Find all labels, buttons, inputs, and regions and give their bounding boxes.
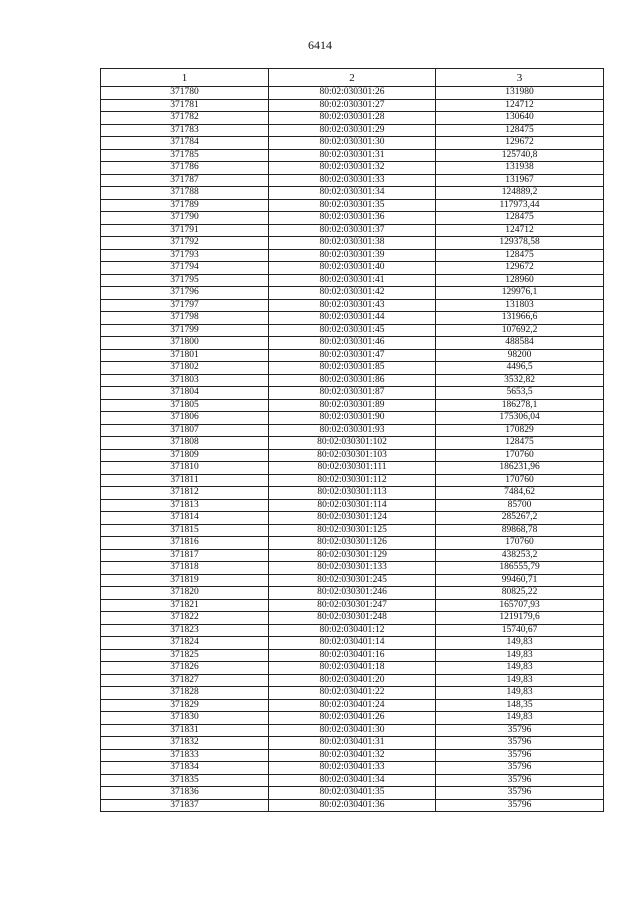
table-row [101, 599, 604, 612]
table-cell: 371795 [101, 274, 269, 287]
table-cell: 80:02:030301:90 [269, 412, 436, 425]
table-cell: 371807 [101, 424, 269, 437]
page-number: 6414 [308, 38, 332, 52]
column-header: 1 [101, 69, 269, 87]
table-cell: 371832 [101, 737, 269, 750]
table-row [101, 549, 604, 562]
table-cell: 129976,1 [436, 287, 604, 300]
table-row [101, 324, 604, 337]
table-cell: 371808 [101, 437, 269, 450]
table-cell: 149,83 [436, 687, 604, 700]
table-row [101, 287, 604, 300]
table-cell: 99460,71 [436, 574, 604, 587]
table-cell: 128475 [436, 437, 604, 450]
table-row [101, 412, 604, 425]
table-row [101, 162, 604, 175]
table-cell: 80:02:030301:38 [269, 237, 436, 250]
table-row [101, 587, 604, 600]
column-header: 2 [269, 69, 436, 87]
table-cell: 371802 [101, 362, 269, 375]
table-cell: 80:02:030401:30 [269, 724, 436, 737]
table-cell: 371791 [101, 224, 269, 237]
table-cell: 131967 [436, 174, 604, 187]
table-cell: 35796 [436, 749, 604, 762]
table-cell: 186231,96 [436, 462, 604, 475]
table-cell: 371820 [101, 587, 269, 600]
table-cell: 80:02:030401:32 [269, 749, 436, 762]
table-cell: 170760 [436, 537, 604, 550]
table-row [101, 399, 604, 412]
table-cell: 371811 [101, 474, 269, 487]
table-cell: 371813 [101, 499, 269, 512]
table-cell: 80:02:030301:245 [269, 574, 436, 587]
table-cell: 80825,22 [436, 587, 604, 600]
table-row [101, 787, 604, 800]
table-cell: 371818 [101, 562, 269, 575]
table-row [101, 524, 604, 537]
table-cell: 170760 [436, 449, 604, 462]
table-cell: 80:02:030301:40 [269, 262, 436, 275]
table-row [101, 449, 604, 462]
table-cell: 129672 [436, 137, 604, 150]
table-cell: 371825 [101, 649, 269, 662]
table-cell: 371823 [101, 624, 269, 637]
table-cell: 371816 [101, 537, 269, 550]
table-row [101, 362, 604, 375]
table-cell: 371829 [101, 699, 269, 712]
table-cell: 7484,62 [436, 487, 604, 500]
table-cell: 80:02:030301:85 [269, 362, 436, 375]
table-cell: 80:02:030301:42 [269, 287, 436, 300]
table-cell: 80:02:030301:44 [269, 312, 436, 325]
table-row [101, 724, 604, 737]
table-cell: 371805 [101, 399, 269, 412]
table-row [101, 637, 604, 650]
table-row [101, 737, 604, 750]
table-cell: 85700 [436, 499, 604, 512]
table-cell: 3532,82 [436, 374, 604, 387]
table-row [101, 274, 604, 287]
table-cell: 371798 [101, 312, 269, 325]
table-cell: 80:02:030301:33 [269, 174, 436, 187]
table-cell: 80:02:030301:129 [269, 549, 436, 562]
table-cell: 371835 [101, 774, 269, 787]
table-cell: 371806 [101, 412, 269, 425]
table-cell: 130640 [436, 112, 604, 125]
table-cell: 128475 [436, 212, 604, 225]
table-cell: 371786 [101, 162, 269, 175]
table-row [101, 137, 604, 150]
table-row [101, 674, 604, 687]
table-row [101, 612, 604, 625]
table-cell: 80:02:030301:28 [269, 112, 436, 125]
table-row [101, 774, 604, 787]
table-row [101, 199, 604, 212]
table-cell: 170829 [436, 424, 604, 437]
table-cell: 371797 [101, 299, 269, 312]
table-cell: 371831 [101, 724, 269, 737]
table-row [101, 262, 604, 275]
table-cell: 371830 [101, 712, 269, 725]
table-cell: 80:02:030301:103 [269, 449, 436, 462]
table-cell: 80:02:030301:126 [269, 537, 436, 550]
table-cell: 1219179,6 [436, 612, 604, 625]
table-cell: 107692,2 [436, 324, 604, 337]
table-row [101, 762, 604, 775]
table-cell: 128960 [436, 274, 604, 287]
table-cell: 35796 [436, 774, 604, 787]
table-cell: 371817 [101, 549, 269, 562]
table-cell: 80:02:030301:113 [269, 487, 436, 500]
table-row [101, 437, 604, 450]
table-cell: 128475 [436, 249, 604, 262]
table-cell: 371800 [101, 337, 269, 350]
table-row [101, 174, 604, 187]
table-cell: 128475 [436, 124, 604, 137]
table-cell: 80:02:030401:12 [269, 624, 436, 637]
table-row [101, 87, 604, 100]
table-cell: 80:02:030301:35 [269, 199, 436, 212]
table-cell: 371809 [101, 449, 269, 462]
table-cell: 371788 [101, 187, 269, 200]
table-cell: 186555,79 [436, 562, 604, 575]
table-row [101, 687, 604, 700]
table-cell: 80:02:030301:87 [269, 387, 436, 400]
table-cell: 80:02:030301:31 [269, 149, 436, 162]
table-cell: 98200 [436, 349, 604, 362]
table-cell: 371826 [101, 662, 269, 675]
table-cell: 488584 [436, 337, 604, 350]
table-cell: 165707,93 [436, 599, 604, 612]
table-cell: 149,83 [436, 637, 604, 650]
table-cell: 80:02:030301:34 [269, 187, 436, 200]
table-row [101, 149, 604, 162]
table-cell: 371785 [101, 149, 269, 162]
table-cell: 80:02:030301:30 [269, 137, 436, 150]
table-row [101, 474, 604, 487]
table-cell: 129672 [436, 262, 604, 275]
table-cell: 371801 [101, 349, 269, 362]
table-row [101, 312, 604, 325]
table-cell: 4496,5 [436, 362, 604, 375]
table-cell: 371793 [101, 249, 269, 262]
table-cell: 186278,1 [436, 399, 604, 412]
table-cell: 371799 [101, 324, 269, 337]
table-cell: 129378,58 [436, 237, 604, 250]
table-cell: 5653,5 [436, 387, 604, 400]
table-row [101, 424, 604, 437]
table-row [101, 749, 604, 762]
table-row [101, 212, 604, 225]
table-cell: 371784 [101, 137, 269, 150]
table-cell: 371782 [101, 112, 269, 125]
table-row [101, 462, 604, 475]
table-cell: 15740,67 [436, 624, 604, 637]
table-cell: 80:02:030301:111 [269, 462, 436, 475]
table-cell: 131938 [436, 162, 604, 175]
table-cell: 35796 [436, 787, 604, 800]
table-cell: 80:02:030301:124 [269, 512, 436, 525]
table-cell: 371780 [101, 87, 269, 100]
table-cell: 371781 [101, 99, 269, 112]
table-cell: 371819 [101, 574, 269, 587]
table-row [101, 112, 604, 125]
table-row [101, 187, 604, 200]
table-cell: 438253,2 [436, 549, 604, 562]
table-cell: 371821 [101, 599, 269, 612]
table-row [101, 649, 604, 662]
table-cell: 35796 [436, 724, 604, 737]
table-row [101, 799, 604, 812]
table-row [101, 349, 604, 362]
table-row [101, 224, 604, 237]
table-body [101, 87, 604, 812]
table-row [101, 624, 604, 637]
table-cell: 170760 [436, 474, 604, 487]
table-cell: 371837 [101, 799, 269, 812]
table-row [101, 99, 604, 112]
table-row [101, 299, 604, 312]
table-cell: 80:02:030401:26 [269, 712, 436, 725]
table-cell: 371803 [101, 374, 269, 387]
table-row [101, 699, 604, 712]
table-cell: 80:02:030301:93 [269, 424, 436, 437]
table-row [101, 662, 604, 675]
table-header-row [101, 69, 604, 87]
table-cell: 80:02:030401:24 [269, 699, 436, 712]
table-cell: 80:02:030401:36 [269, 799, 436, 812]
table-cell: 175306,04 [436, 412, 604, 425]
table-cell: 125740,8 [436, 149, 604, 162]
table-row [101, 712, 604, 725]
table-cell: 80:02:030301:89 [269, 399, 436, 412]
table-cell: 371810 [101, 462, 269, 475]
table-cell: 80:02:030301:86 [269, 374, 436, 387]
table-cell: 371827 [101, 674, 269, 687]
table-row [101, 512, 604, 525]
table-cell: 371783 [101, 124, 269, 137]
table-row [101, 499, 604, 512]
table-row [101, 249, 604, 262]
table-cell: 371834 [101, 762, 269, 775]
table-cell: 80:02:030301:37 [269, 224, 436, 237]
table-cell: 80:02:030301:32 [269, 162, 436, 175]
table-cell: 117973,44 [436, 199, 604, 212]
table-cell: 35796 [436, 799, 604, 812]
table-cell: 80:02:030301:47 [269, 349, 436, 362]
table-cell: 371836 [101, 787, 269, 800]
table-cell: 80:02:030401:16 [269, 649, 436, 662]
table-cell: 80:02:030301:246 [269, 587, 436, 600]
table-cell: 35796 [436, 737, 604, 750]
table-cell: 149,83 [436, 662, 604, 675]
table-cell: 80:02:030401:22 [269, 687, 436, 700]
table-cell: 371833 [101, 749, 269, 762]
table-cell: 371804 [101, 387, 269, 400]
column-header: 3 [436, 69, 604, 87]
table-cell: 124712 [436, 99, 604, 112]
table-cell: 371812 [101, 487, 269, 500]
table-row [101, 387, 604, 400]
table-cell: 371814 [101, 512, 269, 525]
table-cell: 371828 [101, 687, 269, 700]
table-cell: 80:02:030301:112 [269, 474, 436, 487]
table-cell: 80:02:030301:247 [269, 599, 436, 612]
table-cell: 149,83 [436, 712, 604, 725]
table-cell: 80:02:030301:133 [269, 562, 436, 575]
table-cell: 80:02:030301:125 [269, 524, 436, 537]
table-cell: 80:02:030301:41 [269, 274, 436, 287]
table-cell: 371790 [101, 212, 269, 225]
table-row [101, 562, 604, 575]
table-row [101, 374, 604, 387]
table-cell: 131980 [436, 87, 604, 100]
table-cell: 80:02:030301:27 [269, 99, 436, 112]
table-row [101, 124, 604, 137]
table-cell: 80:02:030301:29 [269, 124, 436, 137]
table-row [101, 237, 604, 250]
table-cell: 148,35 [436, 699, 604, 712]
table-cell: 285267,2 [436, 512, 604, 525]
table-row [101, 537, 604, 550]
table-cell: 35796 [436, 762, 604, 775]
table-cell: 80:02:030401:31 [269, 737, 436, 750]
table-cell: 371789 [101, 199, 269, 212]
table-cell: 80:02:030401:34 [269, 774, 436, 787]
table-cell: 80:02:030301:43 [269, 299, 436, 312]
table-cell: 89868,78 [436, 524, 604, 537]
table-cell: 371792 [101, 237, 269, 250]
table-cell: 80:02:030301:36 [269, 212, 436, 225]
table-cell: 371822 [101, 612, 269, 625]
table-cell: 80:02:030401:33 [269, 762, 436, 775]
table-cell: 131966,6 [436, 312, 604, 325]
table-cell: 371787 [101, 174, 269, 187]
table-cell: 131803 [436, 299, 604, 312]
table-cell: 80:02:030401:20 [269, 674, 436, 687]
table-cell: 80:02:030301:114 [269, 499, 436, 512]
table-cell: 80:02:030301:102 [269, 437, 436, 450]
table-cell: 124712 [436, 224, 604, 237]
table-cell: 149,83 [436, 649, 604, 662]
data-table [100, 68, 604, 812]
table-cell: 80:02:030401:14 [269, 637, 436, 650]
table-cell: 80:02:030301:45 [269, 324, 436, 337]
table-cell: 80:02:030301:248 [269, 612, 436, 625]
table-cell: 80:02:030301:26 [269, 87, 436, 100]
table-row [101, 337, 604, 350]
table-cell: 149,83 [436, 674, 604, 687]
table-cell: 371824 [101, 637, 269, 650]
table-row [101, 487, 604, 500]
table-cell: 80:02:030401:35 [269, 787, 436, 800]
table-cell: 80:02:030401:18 [269, 662, 436, 675]
table-cell: 371794 [101, 262, 269, 275]
table-cell: 371815 [101, 524, 269, 537]
table-cell: 371796 [101, 287, 269, 300]
table-cell: 80:02:030301:39 [269, 249, 436, 262]
table-cell: 80:02:030301:46 [269, 337, 436, 350]
table-cell: 124889,2 [436, 187, 604, 200]
table-row [101, 574, 604, 587]
